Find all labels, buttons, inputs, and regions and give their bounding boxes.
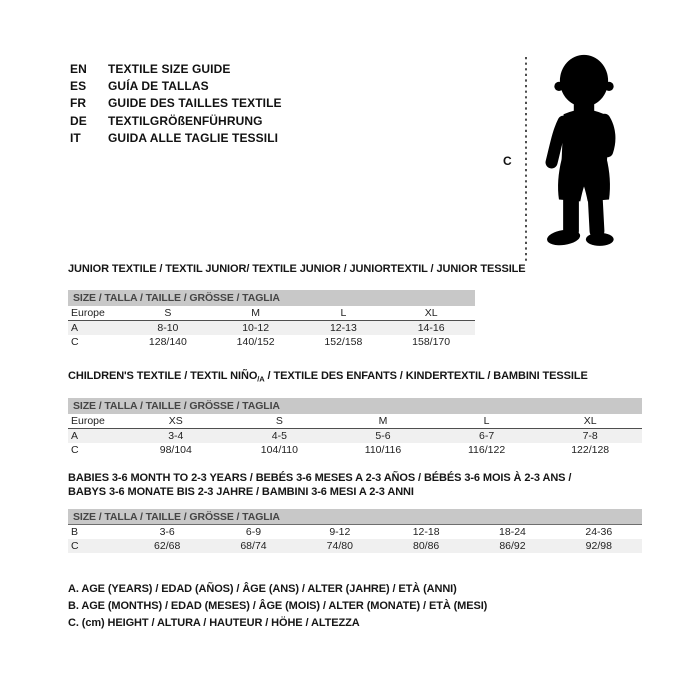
table-row [68,525,642,539]
table-title [68,263,526,277]
language-row [70,95,282,112]
measurement-legend [68,581,487,633]
row-label: Europe [71,306,105,319]
row-label: C [71,540,79,552]
size-header-bar: SIZE / TALLA / TAILLE / GRÖSSE / TAGLIA [68,290,475,306]
size-cell: 9-12 [329,526,351,538]
size-cell: XL [424,306,438,319]
size-cell: L [483,415,490,427]
size-table [68,398,642,457]
size-cell: 98/104 [159,444,192,456]
size-cell: 6-9 [245,526,262,538]
language-code: ES [70,79,87,94]
size-cell: 140/152 [236,335,275,348]
size-cell: 4-5 [271,430,287,442]
size-cell: 8-10 [157,321,179,334]
table-title [68,370,642,386]
table-row [68,429,642,443]
size-cell: 152/158 [324,335,363,348]
size-table [68,509,642,553]
size-table [68,290,475,349]
table-title-text: CHILDREN'S TEXTILE / TEXTIL NIÑO [68,370,258,382]
size-cell: 122/128 [571,444,610,456]
childrens-textile-section [68,370,642,457]
size-cell: 3-4 [168,430,184,442]
table-title-subscript: /A [257,374,265,384]
table-row [68,306,475,321]
row-label: A [71,430,79,442]
language-code: IT [70,131,81,146]
size-cell: 62/68 [154,540,181,552]
size-cell: 128/140 [148,335,187,348]
size-cell: 3-6 [159,526,175,538]
size-cell: 110/116 [364,444,402,456]
table-title-line: BABIES 3-6 MONTH TO 2-3 YEARS / BEBÉS 3-6 MESES A 2-3 AÑOS / BÉBÉS 3-6 MOIS À 2-3 ANS / [68,472,572,484]
size-cell: 116/122 [467,444,506,456]
language-code: EN [70,61,87,76]
size-cell: S [275,415,283,427]
legend-line: B. AGE (MONTHS) / EDAD (MESES) / ÂGE (MOIS) / ALTER (MONATE) / ETÀ (MESI) [68,600,488,613]
row-label: C [71,444,79,456]
size-cell: M [251,306,260,319]
language-row [70,60,282,77]
language-code: DE [70,113,87,128]
size-cell: M [378,415,388,427]
size-cell: 6-7 [478,430,495,442]
language-label: GUÍA DE TALLAS [108,79,209,94]
babies-textile-section [68,472,642,553]
size-cell: 5-6 [375,430,391,442]
size-cell: XS [168,415,183,427]
size-cell: 86/92 [499,540,526,552]
table-title-line: BABYS 3-6 MONATE BIS 2-3 JAHRE / BAMBINI 3-6 MESI A 2-3 ANNI [68,485,414,498]
size-cell: 10-12 [242,321,270,334]
junior-textile-section [68,263,526,349]
size-header-bar: SIZE / TALLA / TAILLE / GRÖSSE / TAGLIA [68,398,642,414]
size-cell: 74/80 [326,540,353,552]
row-label: Europe [71,415,105,427]
size-cell: 7-8 [582,430,598,442]
language-row [70,77,282,94]
size-cell: L [340,306,347,319]
size-cell: 158/170 [412,335,451,348]
row-label: C [71,335,79,348]
language-list [70,60,282,147]
size-cell: S [164,306,172,319]
table-row [68,414,642,429]
size-cell: 18-24 [499,526,526,538]
table-title-text: / TEXTILE DES ENFANTS / KINDERTEXTIL / BAMBINI TESSILE [264,370,588,382]
table-title-line: JUNIOR TEXTILE / TEXTIL JUNIOR/ TEXTILE JUNIOR / JUNIORTEXTIL / JUNIOR TESSILE [68,263,526,275]
language-label: TEXTILGRÖßENFÜHRUNG [108,113,263,128]
table-row [68,321,475,335]
language-label: GUIDE DES TAILLES TEXTILE [108,96,282,111]
size-header-bar: SIZE / TALLA / TAILLE / GRÖSSE / TAGLIA [68,509,642,525]
language-row [70,112,282,129]
language-label: GUIDA ALLE TAGLIE TESSILI [108,131,279,146]
row-label: B [71,526,79,538]
size-cell: 14-16 [417,321,445,334]
size-cell: 68/74 [240,540,267,552]
size-cell: 12-13 [329,321,357,334]
size-cell: 92/98 [585,540,612,552]
language-row [70,130,282,147]
language-code: FR [70,96,87,111]
size-cell: 104/110 [260,444,298,456]
table-row [68,443,642,457]
height-dashed-line [524,57,528,268]
legend-line: A. AGE (YEARS) / EDAD (AÑOS) / ÂGE (ANS) / ALTER (JAHRE) / ETÀ (ANNI) [68,583,457,595]
table-title [68,472,642,499]
table-row [68,539,642,553]
table-row [68,335,475,349]
size-cell: 24-36 [585,526,613,538]
row-label: A [71,321,79,334]
height-measure-label: C [503,154,512,168]
size-cell: 12-18 [412,526,440,538]
language-label: TEXTILE SIZE GUIDE [108,61,231,76]
size-cell: XL [583,415,597,427]
size-cell: 80/86 [413,540,440,552]
toddler-silhouette-icon [533,52,635,263]
legend-line: C. (cm) HEIGHT / ALTURA / HAUTEUR / HÖHE / ALTEZZA [68,617,360,630]
